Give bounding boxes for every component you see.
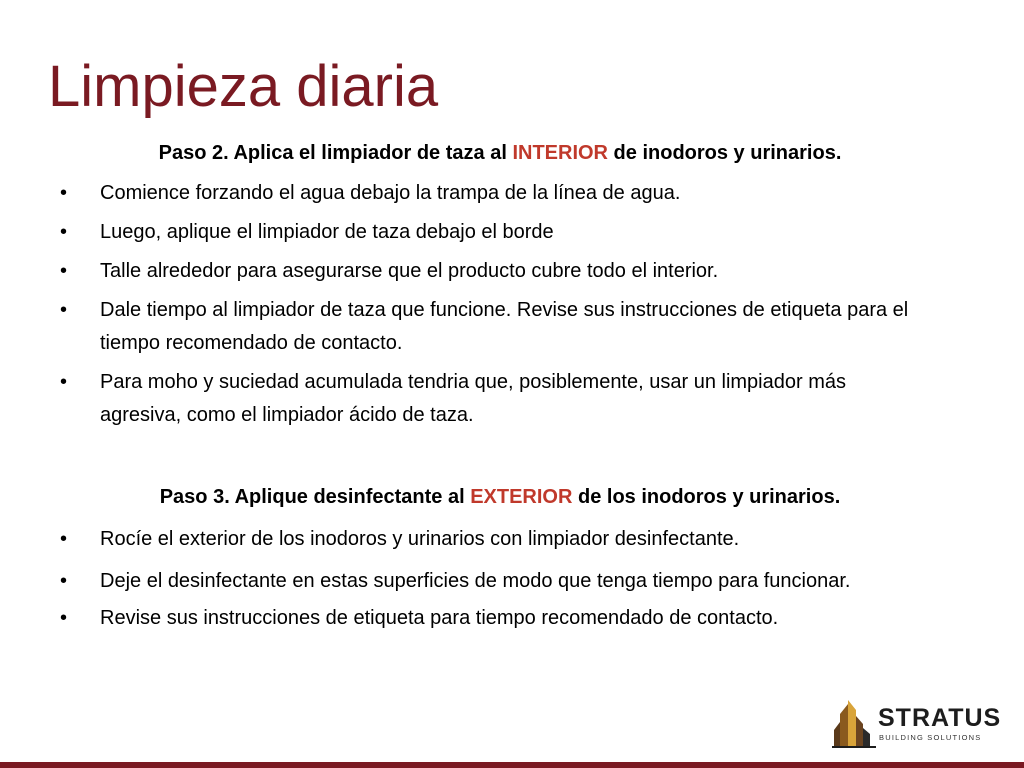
- step2-heading: [0, 140, 1000, 166]
- step2-heading-text: Paso 2. Aplica el limpiador de taza al: [158, 142, 513, 164]
- step2-heading-end: de inodoros y urinarios.: [608, 142, 842, 164]
- logo-tagline: BUILDING SOLUTIONS: [879, 733, 982, 742]
- step2-bullet: • Talle alrededor para asegurarse que el producto cubre todo el interior.: [0, 255, 930, 288]
- slide-title: Limpieza diaria: [48, 54, 439, 119]
- step3-heading-text: Paso 3. Aplique desinfectante al: [159, 486, 471, 508]
- step3-bullet-list: [0, 523, 930, 641]
- step3-bullet: • Deje el desinfectante en estas superficies de modo que tenga tiempo para funcionar.: [0, 562, 930, 600]
- step2-heading-highlight: INTERIOR: [512, 142, 608, 164]
- building-skyline-icon: [832, 700, 876, 748]
- step2-bullet-list: [0, 177, 930, 438]
- step3-heading: [0, 484, 1000, 510]
- step3-bullet: • Rocíe el exterior de los inodoros y urinarios con limpiador desinfectante.: [0, 523, 930, 556]
- logo-name: STRATUS: [878, 704, 1002, 732]
- step3-heading-end: de los inodoros y urinarios.: [572, 486, 841, 508]
- step3-heading-highlight: EXTERIOR: [470, 486, 573, 508]
- step2-bullet: • Para moho y suciedad acumulada tendria que, posiblemente, usar un limpiador más agresiva, como el limpiador ácido de taza.: [0, 366, 930, 432]
- step3-bullet: • Revise sus instrucciones de etiqueta para tiempo recomendado de contacto.: [0, 602, 930, 635]
- step2-bullet: • Luego, aplique el limpiador de taza debajo el borde: [0, 216, 930, 249]
- bottom-accent-bar: [0, 762, 1024, 768]
- step2-bullet: • Comience forzando el agua debajo la trampa de la línea de agua.: [0, 177, 930, 210]
- step2-bullet: • Dale tiempo al limpiador de taza que funcione. Revise sus instrucciones de etiqueta para el tiempo recomendado de contacto.: [0, 294, 930, 360]
- stratus-logo: [832, 700, 1002, 750]
